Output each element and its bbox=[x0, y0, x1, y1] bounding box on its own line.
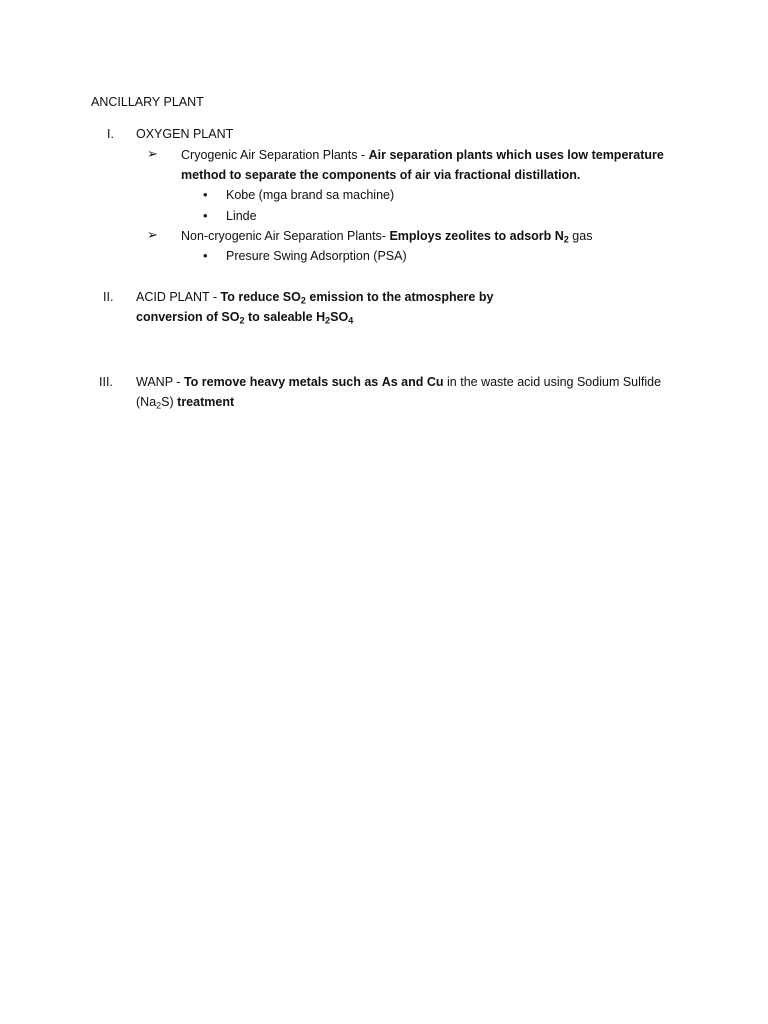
section-iii-numeral: III. bbox=[99, 375, 113, 389]
acid-desc-1a: To reduce SO bbox=[220, 290, 301, 304]
acid-line-1 bbox=[136, 289, 493, 305]
wanp-desc-2b: S) bbox=[161, 395, 174, 409]
section-i-numeral: I. bbox=[107, 127, 114, 141]
document-heading: ANCILLARY PLANT bbox=[91, 95, 204, 109]
acid-desc-1 bbox=[221, 290, 494, 304]
bullet-icon: • bbox=[203, 208, 208, 223]
cryogenic-line-1 bbox=[181, 147, 664, 163]
wanp-desc-1b: As and Cu bbox=[381, 375, 444, 389]
subscript: 2 bbox=[325, 315, 331, 326]
bullet-icon: • bbox=[203, 248, 208, 263]
noncryogenic-desc-text: Employs zeolites to adsorb N bbox=[389, 229, 564, 243]
wanp-desc-2c: treatment bbox=[177, 395, 235, 409]
acid-desc-1b: emission to the atmosphere by bbox=[305, 290, 494, 304]
cryogenic-desc-2: method to separate the components of air via fractional distillation. bbox=[181, 168, 581, 182]
section-ii-numeral: II. bbox=[103, 290, 114, 304]
acid-line-2 bbox=[136, 309, 353, 325]
cryogenic-desc-1: Air separation plants which uses low temperature bbox=[368, 148, 664, 162]
wanp-line-1 bbox=[136, 374, 661, 390]
wanp-desc-1c: in the waste acid using Sodium Sulfide bbox=[447, 375, 662, 389]
subscript: 2 bbox=[300, 295, 306, 306]
cryogenic-label: Cryogenic Air Separation Plants - bbox=[181, 148, 366, 162]
subscript: 4 bbox=[348, 315, 354, 326]
bullet-item-linde: Linde bbox=[226, 209, 257, 223]
bullet-icon: • bbox=[203, 187, 208, 202]
subscript: 2 bbox=[563, 234, 569, 245]
wanp-line-2 bbox=[136, 394, 234, 410]
arrow-bullet-icon: ➢ bbox=[147, 146, 158, 161]
bullet-item-psa: Presure Swing Adsorption (PSA) bbox=[226, 249, 407, 263]
wanp-desc-1a: To remove heavy metals such as bbox=[183, 375, 379, 389]
bullet-item-kobe: Kobe (mga brand sa machine) bbox=[226, 188, 395, 202]
wanp-desc-2a: (Na bbox=[136, 395, 157, 409]
noncryogenic-line bbox=[181, 228, 592, 244]
arrow-bullet-icon: ➢ bbox=[147, 227, 158, 242]
acid-desc-2b: to saleable H bbox=[244, 310, 326, 324]
subscript: 2 bbox=[239, 315, 245, 326]
section-i-title: OXYGEN PLANT bbox=[136, 127, 234, 141]
noncryogenic-label: Non-cryogenic Air Separation Plants- bbox=[181, 229, 386, 243]
wanp-label: WANP - bbox=[136, 375, 181, 389]
subscript: 2 bbox=[156, 400, 162, 411]
acid-label: ACID PLANT - bbox=[136, 290, 218, 304]
acid-desc-2a: conversion of SO bbox=[136, 310, 240, 324]
acid-desc-2c: SO bbox=[330, 310, 349, 324]
noncryogenic-desc-post: gas bbox=[568, 229, 593, 243]
noncryogenic-desc bbox=[389, 229, 568, 243]
